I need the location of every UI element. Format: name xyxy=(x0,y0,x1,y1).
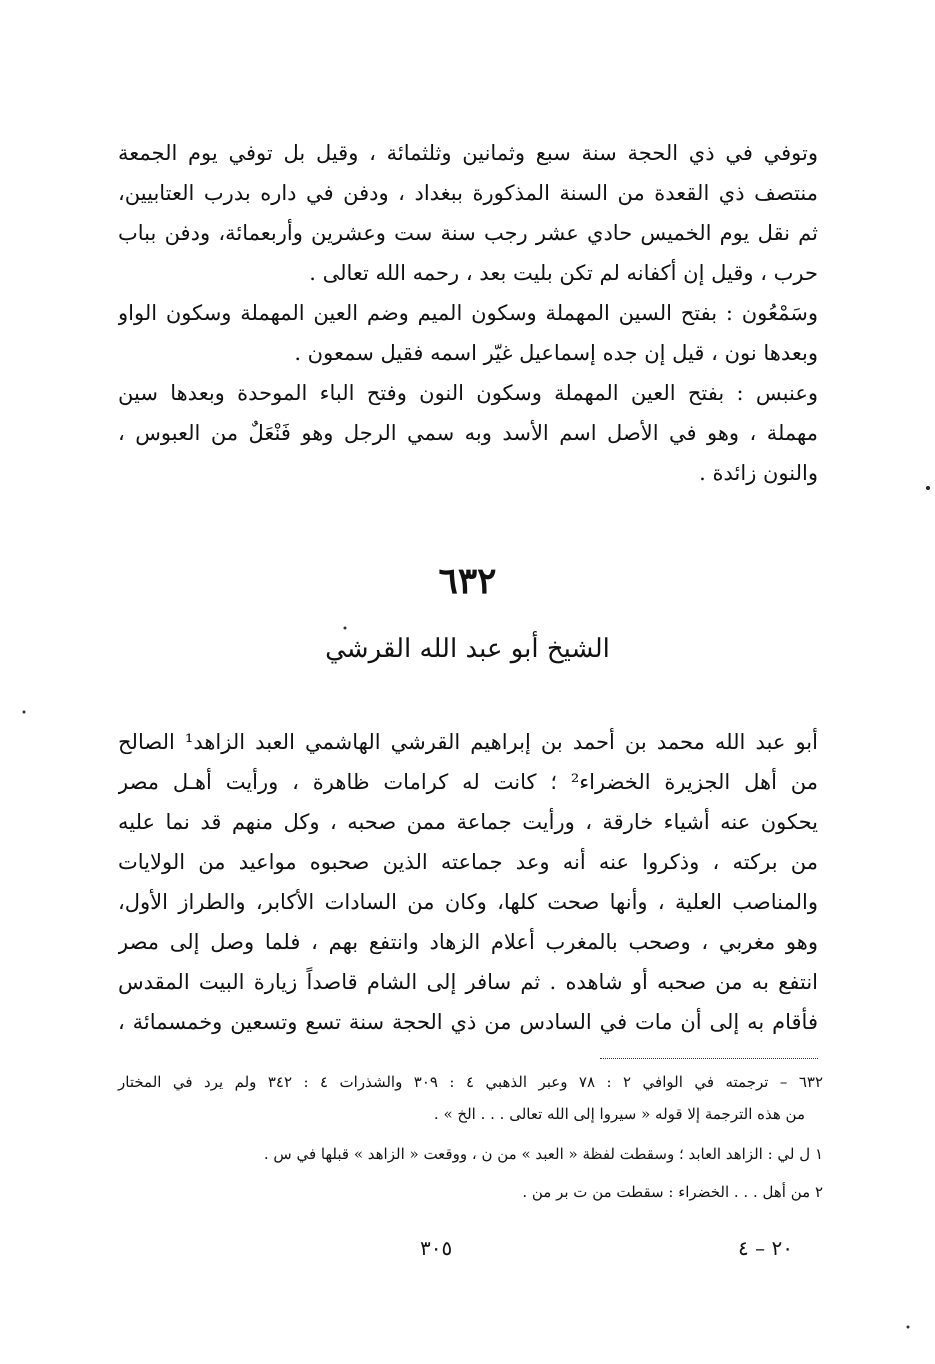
footnote-2: ٢ من أهل . . . الخضراء : سقطت من ت بر من . xyxy=(522,1183,823,1201)
text-line: يحكون عنه أشياء خارقة ، ورأيت جماعة ممن صحبه ، وكل منهم قد نما عليه xyxy=(118,810,818,834)
text-line: أبو عبد الله محمد بن أحمد بن إبراهيم القرشي الهاشمي العبد الزاهد¹ الصالح xyxy=(118,730,818,754)
biography-text xyxy=(118,722,818,1042)
text-line: والمناصب العلية ، وأنها صحت كلها، وكان من السادات الأكابر، والطراز الأول، xyxy=(118,890,818,914)
footnote-main-line2: من هذه الترجمة إلا قوله « سيروا إلى الله تعالى . . . الخ » . xyxy=(433,1105,805,1123)
text-line: وهو مغربي ، وصحب بالمغرب أعلام الزهاد وانتفع بهم ، فلما وصل إلى مصر xyxy=(118,930,818,954)
text-line: انتفع به من صحبه أو شاهده . ثم سافر إلى الشام قاصداً زيارة البيت المقدس xyxy=(118,970,818,994)
text-line: وعنبس : بفتح العين المهملة وسكون النون وفتح الباء الموحدة وبعدها سين xyxy=(118,381,818,405)
text-line: ثم نقل يوم الخميس حادي عشر رجب سنة ست وعشرين وأربعمائة، ودفن بباب xyxy=(118,221,818,245)
text-line: وتوفي في ذي الحجة سنة سبع وثمانين وثلثمائة ، وقيل بل توفي يوم الجمعة xyxy=(118,141,818,165)
text-line: فأقام به إلى أن مات في السادس من ذي الحجة سنة تسع وتسعين وخمسمائة ، xyxy=(118,1010,818,1034)
text-line: وسَمْعُون : بفتح السين المهملة وسكون الميم وضم العين المهملة وسكون الواو xyxy=(118,301,818,325)
page-number: ٣٠٥ xyxy=(420,1236,453,1260)
footnote-separator xyxy=(600,1058,818,1059)
text-line: والنون زائدة . xyxy=(699,461,818,485)
text-line: منتصف ذي القعدة من السنة المذكورة ببغداد ، ودفن في داره بدرب العتابيين، xyxy=(118,181,818,205)
text-line: من بركته ، وذكروا عنه أنه وعد جماعته الذين صحبوه مواعيد من الولايات xyxy=(118,850,818,874)
entry-title: الشيخ أبو عبد الله القرشي xyxy=(325,634,610,664)
text-line: وبعدها نون ، قيل إن جده إسماعيل غيّر اسمه فقيل سمعون . xyxy=(294,341,818,365)
speck xyxy=(344,627,347,630)
entry-number: ٦٣٢ xyxy=(438,560,497,602)
speck xyxy=(23,711,26,714)
text-line: من أهل الجزيرة الخضراء² ؛ كانت له كرامات ظاهرة ، ورأيت أهـل مصر xyxy=(118,770,818,794)
footnote-main-line1: ٦٣٢ – ترجمته في الوافي ٢ : ٧٨ وعبر الذهبي ٤ : ٣٠٩ والشذرات ٤ : ٣٤٢ ولم يرد في المختار xyxy=(118,1073,824,1091)
previous-entry-text xyxy=(118,133,818,493)
speck xyxy=(926,486,930,490)
text-line: مهملة ، وهو في الأصل اسم الأسد وبه سمي الرجل وهو فَنْعَلٌ من العبوس ، xyxy=(118,421,818,445)
speck xyxy=(907,1326,910,1329)
text-line: حرب ، وقيل إن أكفانه لم تكن بليت بعد ، رحمه الله تعالى . xyxy=(309,261,818,285)
printer-signature: ٢٠ – ٤ xyxy=(738,1236,793,1260)
footnote-1: ١ ل لي : الزاهد العابد ؛ وسقطت لفظة « العبد » من ن ، ووقعت « الزاهد » قبلها في س . xyxy=(263,1145,823,1163)
